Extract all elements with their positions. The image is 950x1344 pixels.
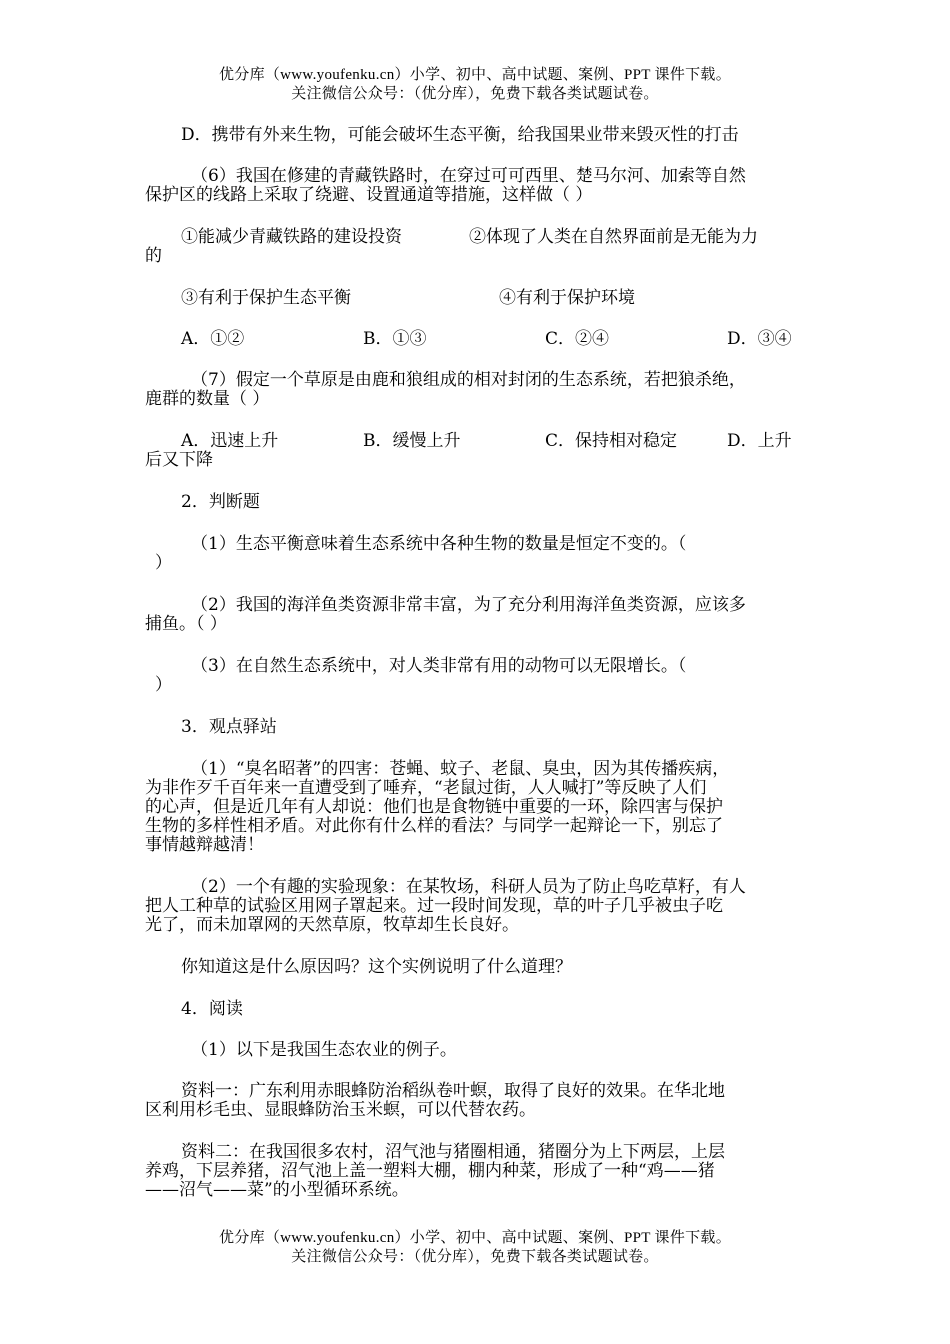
reading-intro: （1）以下是我国生态农业的例子。 [191, 1040, 457, 1060]
page-header [0, 66, 950, 104]
viewpoint-1-line-2: 为非作歹千百年来一直遭受到了唾弃，“老鼠过街，人人喊打”等反映了人们 [145, 778, 707, 798]
footer-line-1: 优分库（www.youfenku.cn）小学、初中、高中试题、案例、PPT 课件下载。 [218, 1230, 732, 1246]
judge-3-line-1: （3）在自然生态系统中，对人类非常有用的动物可以无限增长。（ [191, 656, 687, 676]
q7-option-b: B．缓慢上升 [363, 431, 461, 451]
section-3-title: 3．观点驿站 [181, 717, 277, 737]
q7-option-d-cont: 后又下降 [145, 450, 213, 470]
q7-option-d: D．上升 [727, 431, 792, 451]
material-2-line-2: 养鸡，下层养猪，沼气池上盖一塑料大棚，棚内种菜，形成了一种“鸡——猪 [145, 1161, 715, 1181]
q5-option-d: D．携带有外来生物，可能会破坏生态平衡，给我国果业带来毁灭性的打击 [181, 125, 739, 145]
q7-stem-line-2: 鹿群的数量（ ） [145, 389, 270, 409]
q6-option-a: A．①② [181, 329, 245, 349]
q6-statement-2-cont: 的 [145, 246, 162, 266]
material-1-line-1: 资料一：广东利用赤眼蜂防治稻纵卷叶螟，取得了良好的效果。在华北地 [181, 1081, 725, 1101]
viewpoint-question: 你知道这是什么原因吗？这个实例说明了什么道理？ [181, 957, 572, 977]
viewpoint-2-line-1: （2）一个有趣的实验现象：在某牧场，科研人员为了防止鸟吃草籽，有人 [191, 877, 746, 897]
judge-1-line-2: ） [155, 553, 172, 573]
page-footer [0, 1229, 950, 1267]
q6-stem-line-2: 保护区的线路上采取了绕避、设置通道等措施，这样做（ ） [145, 185, 593, 205]
q7-option-a: A．迅速上升 [181, 431, 279, 451]
material-2-line-3: ——沼气——菜”的小型循环系统。 [145, 1180, 409, 1200]
viewpoint-1-line-3: 的心声，但是近几年有人却说：他们也是食物链中重要的一环，除四害与保护 [145, 797, 723, 817]
viewpoint-2-line-2: 把人工种草的试验区用网子罩起来。过一段时间发现，草的叶子几乎被虫子吃 [145, 896, 723, 916]
section-2-title: 2．判断题 [181, 492, 260, 512]
q6-option-d: D．③④ [727, 329, 792, 349]
viewpoint-1-line-1: （1）“臭名昭著”的四害：苍蝇、蚊子、老鼠、臭虫，因为其传播疾病， [191, 759, 730, 779]
judge-2-line-2: 捕鱼。（ ） [145, 614, 227, 634]
q6-statement-3: ③有利于保护生态平衡 [181, 288, 351, 308]
q7-stem-line-1: （7）假定一个草原是由鹿和狼组成的相对封闭的生态系统，若把狼杀绝， [191, 370, 746, 390]
material-1-line-2: 区利用杉毛虫、显眼蜂防治玉米螟，可以代替农药。 [145, 1100, 536, 1120]
q6-statement-1: ①能减少青藏铁路的建设投资 [181, 227, 402, 247]
viewpoint-2-line-3: 光了，而未加罩网的天然草原，牧草却生长良好。 [145, 915, 519, 935]
section-4-title: 4．阅读 [181, 999, 243, 1019]
viewpoint-1-line-5: 事情越辩越清！ [145, 835, 264, 855]
header-line-1: 优分库（www.youfenku.cn）小学、初中、高中试题、案例、PPT 课件下载。 [218, 67, 732, 83]
q7-option-c: C．保持相对稳定 [545, 431, 678, 451]
q6-option-b: B．①③ [363, 329, 427, 349]
footer-line-2: 关注微信公众号：（优分库），免费下载各类试题试卷。 [291, 1249, 659, 1265]
judge-1-line-1: （1）生态平衡意味着生态系统中各种生物的数量是恒定不变的。（ [191, 534, 687, 554]
judge-3-line-2: ） [155, 675, 172, 695]
q6-statement-4: ④有利于保护环境 [499, 288, 635, 308]
material-2-line-1: 资料二：在我国很多农村，沼气池与猪圈相通，猪圈分为上下两层，上层 [181, 1142, 725, 1162]
viewpoint-1-line-4: 生物的多样性相矛盾。对此你有什么样的看法？与同学一起辩论一下，别忘了 [145, 816, 723, 836]
header-line-2: 关注微信公众号：（优分库），免费下载各类试题试卷。 [291, 86, 659, 102]
q6-stem-line-1: （6）我国在修建的青藏铁路时，在穿过可可西里、楚马尔河、加索等自然 [191, 166, 746, 186]
q6-option-c: C．②④ [545, 329, 610, 349]
judge-2-line-1: （2）我国的海洋鱼类资源非常丰富，为了充分利用海洋鱼类资源，应该多 [191, 595, 746, 615]
q6-statement-2: ②体现了人类在自然界面前是无能为力 [469, 227, 758, 247]
